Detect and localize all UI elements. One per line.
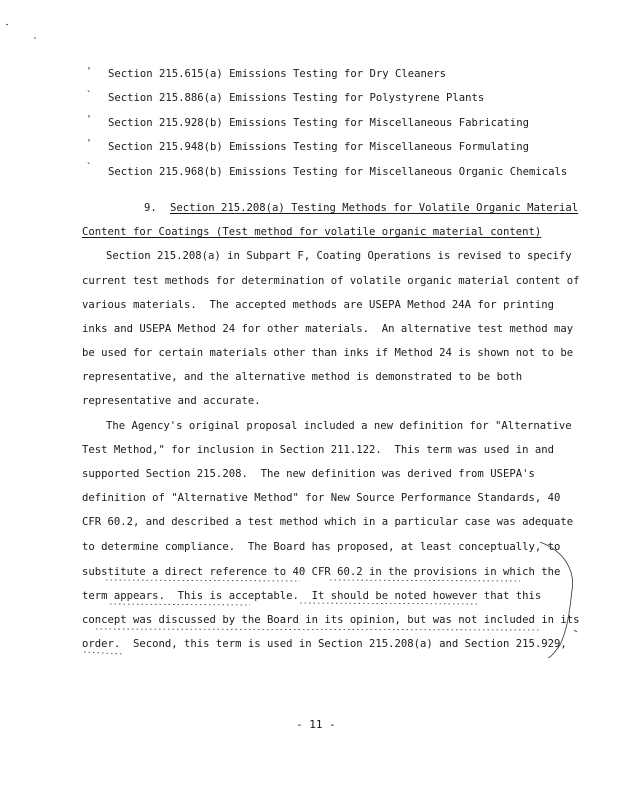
paragraph-line: order. Second, this term is used in Section 215.208(a) and Section 215.929, [82, 638, 567, 650]
paragraph-line: concept was discussed by the Board in its opinion, but was not included in its [82, 614, 580, 626]
paragraph-line: to determine compliance. The Board has proposed, at least conceptually, to [82, 541, 561, 553]
dotted-underline [106, 580, 300, 581]
margin-bracket-stroke [540, 542, 573, 658]
bullet-item: Section 215.615(a) Emissions Testing for Dry Cleaners [108, 68, 447, 80]
paragraph-line: supported Section 215.208. The new definition was derived from USEPA's [82, 468, 535, 480]
scan-speck [6, 24, 8, 25]
bullet-marker: ` [86, 162, 93, 173]
bullet-marker: ' [86, 66, 93, 77]
section-title-line: Section 215.208(a) Testing Methods for Volatile Organic Material [170, 202, 579, 214]
section-number: 9. [144, 202, 157, 214]
bullet-item: Section 215.968(b) Emissions Testing for Miscellaneous Organic Chemicals [108, 166, 568, 178]
paragraph-line: current test methods for determination of volatile organic material content of [82, 275, 580, 287]
bullet-marker: ' [86, 114, 93, 125]
bullet-item: Section 215.886(a) Emissions Testing for Polystyrene Plants [108, 92, 485, 104]
paragraph-line: various materials. The accepted methods are USEPA Method 24A for printing [82, 299, 554, 311]
paragraph-line: substitute a direct reference to 40 CFR 60.2 in the provisions in which the [82, 566, 561, 578]
bullet-marker: ` [86, 90, 93, 101]
paragraph-line: Test Method," for inclusion in Section 211.122. This term was used in and [82, 444, 554, 456]
dotted-underline [300, 603, 480, 604]
paragraph-line: definition of "Alternative Method" for New Source Performance Standards, 40 [82, 492, 561, 504]
paragraph-line: representative, and the alternative method is demonstrated to be both [82, 371, 523, 383]
bullet-item: Section 215.928(b) Emissions Testing for Miscellaneous Fabricating [108, 117, 529, 129]
page-number: - 11 - [296, 718, 336, 731]
paragraph-line: Section 215.208(a) in Subpart F, Coating Operations is revised to specify [106, 250, 572, 262]
bullet-item: Section 215.948(b) Emissions Testing for Miscellaneous Formulating [108, 141, 529, 153]
section-title-line: Content for Coatings (Test method for volatile organic material content) [82, 226, 542, 238]
paragraph-line: be used for certain materials other than inks if Method 24 is shown not to be [82, 347, 574, 359]
dotted-underline [330, 580, 520, 581]
dotted-underline [96, 629, 540, 630]
paragraph-line: inks and USEPA Method 24 for other materials. An alternative test method may [82, 323, 574, 335]
paragraph-line: The Agency's original proposal included a new definition for "Alternative [106, 420, 572, 432]
dotted-underline [84, 652, 124, 654]
paragraph-line: term appears. This is acceptable. It should be noted however that this [82, 590, 542, 602]
bullet-marker: ' [86, 138, 93, 149]
paragraph-line: representative and accurate. [82, 395, 261, 407]
scan-speck [574, 630, 577, 632]
paragraph-line: CFR 60.2, and described a test method which in a particular case was adequate [82, 516, 574, 528]
dotted-underline [110, 604, 250, 605]
